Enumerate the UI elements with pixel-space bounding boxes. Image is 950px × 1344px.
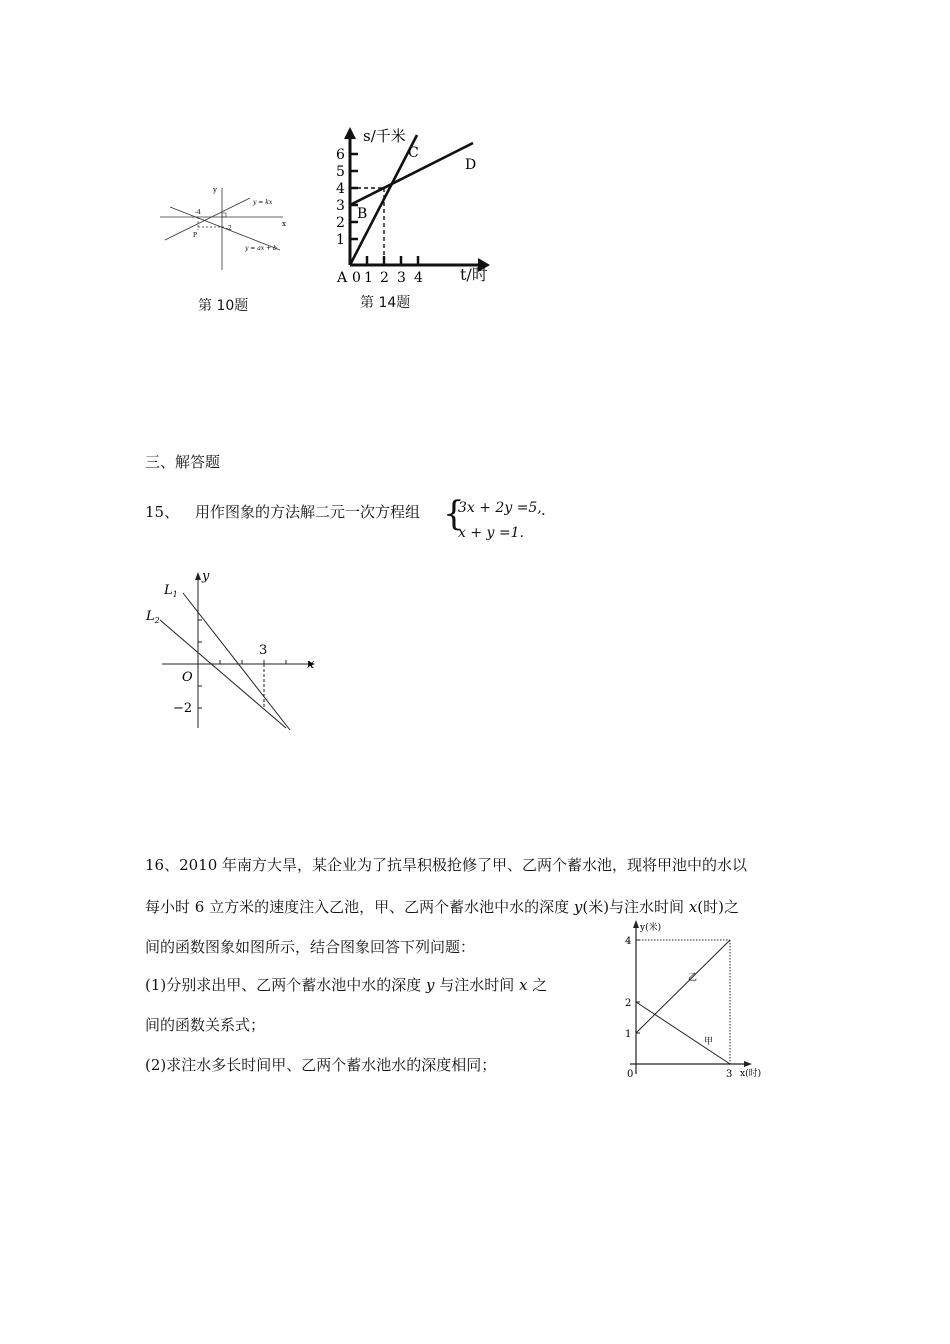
q16-ylabel: y(米) [640, 923, 662, 933]
q15-equation-2: x + y =1. [458, 525, 524, 541]
fig14-xtick-1: 1 [364, 270, 373, 286]
fig10-y-label: y [213, 186, 217, 194]
q15-origin-label: O [182, 670, 193, 685]
q15-three-label: 3 [259, 643, 268, 658]
fig14-ylabel: s/千米 [363, 127, 406, 145]
equation-brace: { [443, 494, 465, 534]
section-heading: 三、解答题 [145, 453, 221, 471]
y-axis-arrow [195, 572, 201, 580]
fig10-neg4-label: -4 [195, 209, 201, 216]
l2-label: $L_2$ [146, 609, 160, 625]
q16-line-6: (2)求注水多长时间甲、乙两个蓄水池水的深度相同； [145, 1056, 497, 1074]
fig14-ytick-6: 6 [336, 147, 345, 163]
q15-neg2-label: −2 [173, 701, 193, 716]
q16-figure [610, 918, 790, 1083]
q16-y4: 4 [625, 936, 632, 947]
figure-14-caption: 第 14题 [360, 295, 411, 311]
fig10-neg2-label: -2 [226, 225, 232, 232]
fig14-xtick-2: 2 [380, 270, 389, 286]
q16-xlabel: x(时) [740, 1069, 762, 1079]
q16-line-5: 间的函数关系式； [145, 1016, 266, 1034]
q16-x3: 3 [726, 1069, 733, 1080]
q15-number: 15、 [145, 503, 180, 521]
fig14-xtick-0: 0 [352, 270, 361, 286]
fig14-ytick-3: 3 [336, 198, 345, 214]
fig14-point-a: A [337, 270, 348, 286]
fig10-line2-label: y = ax + b [245, 245, 277, 252]
fig14-ytick-5: 5 [336, 164, 345, 180]
line-jia [636, 1002, 730, 1064]
right-angle-mark [222, 213, 226, 217]
q16-line-1: 16、2010 年南方大旱，某企业为了抗旱积极抢修了甲、乙两个蓄水池，现将甲池中的水以 [145, 856, 748, 874]
q16-line-3: 间的函数图象如图所示，结合图象回答下列问题： [145, 938, 476, 956]
fig14-xtick-4: 4 [414, 270, 423, 286]
q16-yi-label: 乙 [688, 973, 698, 983]
fig14-point-c: C [408, 145, 419, 161]
q15-figure [140, 568, 325, 738]
q16-y2: 2 [625, 998, 632, 1009]
q16-origin: 0 [627, 1069, 634, 1080]
figure-10-graph [155, 180, 295, 275]
fig14-point-d: D [465, 157, 477, 173]
fig10-x-label: x [282, 220, 286, 228]
fig14-ytick-1: 1 [336, 232, 345, 248]
figure-10-caption: 第 10题 [198, 298, 249, 314]
fig14-ytick-2: 2 [336, 215, 345, 231]
line-yi [636, 940, 730, 1033]
line-y-kx [170, 207, 280, 250]
q16-y1: 1 [625, 1029, 632, 1040]
q16-line-2: 每小时 6 立方米的速度注入乙池，甲、乙两个蓄水池中水的深度 y(米)与注水时间 x(时)之 [145, 898, 740, 916]
q15-y-label: y [202, 569, 210, 584]
fig10-p-label: P [193, 232, 198, 239]
fig14-ytick-4: 4 [336, 181, 345, 197]
fig10-line1-label: y = kx [253, 199, 273, 206]
x-axis-arrow [744, 1061, 752, 1067]
q16-jia-label: 甲 [704, 1037, 714, 1047]
y-axis-arrow [633, 920, 639, 928]
q15-text: 用作图象的方法解二元一次方程组 [195, 503, 421, 521]
fig14-xtick-3: 3 [397, 270, 406, 286]
l1-label: $L_1$ [164, 583, 178, 599]
q15-tail: . [541, 501, 546, 519]
line-l1 [183, 593, 290, 730]
fig14-point-b: B [357, 206, 368, 222]
fig14-xlabel: t/时 [460, 265, 488, 284]
q15-x-label: x [307, 657, 315, 672]
y-axis-arrow [344, 127, 356, 139]
q15-equation-1: 3x + 2y =5, [458, 500, 542, 516]
q16-line-4: (1)分别求出甲、乙两个蓄水池中水的深度 y 与注水时间 x 之 [145, 976, 548, 994]
